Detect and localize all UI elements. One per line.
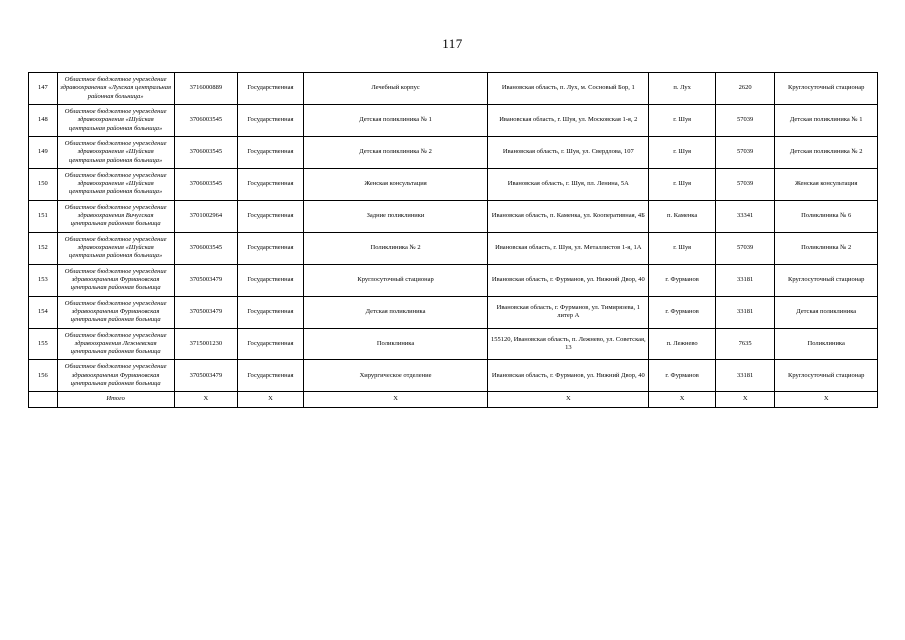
cell-object-type: Женская консультация xyxy=(775,168,878,200)
cell-ownership: Государственная xyxy=(238,104,304,136)
cell-inn: 3716000889 xyxy=(174,73,238,105)
table-row xyxy=(29,296,878,328)
table-row xyxy=(29,168,878,200)
cell-ownership: Государственная xyxy=(238,200,304,232)
cell-ownership: Государственная xyxy=(238,232,304,264)
cell-inn: X xyxy=(174,392,238,407)
cell-object-type: Поликлиника № 6 xyxy=(775,200,878,232)
cell-code: 33181 xyxy=(715,360,774,392)
cell-total-label: Итого xyxy=(57,392,174,407)
cell-num: 147 xyxy=(29,73,58,105)
cell-inn: 3715001230 xyxy=(174,328,238,360)
cell-locality: п. Каменка xyxy=(649,200,716,232)
cell-num xyxy=(29,392,58,407)
cell-locality: г. Фурманов xyxy=(649,264,716,296)
cell-num: 149 xyxy=(29,136,58,168)
cell-object-type: Круглосуточный стационар xyxy=(775,360,878,392)
cell-code: 33181 xyxy=(715,296,774,328)
cell-num: 148 xyxy=(29,104,58,136)
table-row xyxy=(29,73,878,105)
cell-num: 154 xyxy=(29,296,58,328)
cell-address: Ивановская область, г. Фурманов, ул. Нижний Двор, 40 xyxy=(488,360,649,392)
cell-object-type: Поликлиника xyxy=(775,328,878,360)
cell-organization: Областное бюджетное учреждение здравоохранения «Шуйская центральная районная больница» xyxy=(57,168,174,200)
table-row xyxy=(29,264,878,296)
cell-locality: г. Шуя xyxy=(649,232,716,264)
cell-num: 155 xyxy=(29,328,58,360)
table-body xyxy=(29,73,878,408)
registry-table xyxy=(28,72,878,408)
cell-code: 57039 xyxy=(715,136,774,168)
cell-organization: Областное бюджетное учреждение здравоохранения Фурмановская центральная районная больница xyxy=(57,264,174,296)
cell-locality: п. Лежнево xyxy=(649,328,716,360)
cell-object-type: Круглосуточный стационар xyxy=(775,73,878,105)
cell-num: 152 xyxy=(29,232,58,264)
cell-locality: п. Лух xyxy=(649,73,716,105)
cell-ownership: Государственная xyxy=(238,168,304,200)
cell-locality: г. Шуя xyxy=(649,104,716,136)
cell-ownership: Государственная xyxy=(238,360,304,392)
cell-locality: г. Фурманов xyxy=(649,296,716,328)
cell-address: 155120, Ивановская область, п. Лежнево, ул. Советская, 13 xyxy=(488,328,649,360)
cell-locality: г. Шуя xyxy=(649,136,716,168)
table-row xyxy=(29,328,878,360)
cell-address: Ивановская область, г. Фурманов, ул. Тимирязева, 1 литер А xyxy=(488,296,649,328)
cell-organization: Областное бюджетное учреждение здравоохранения «Шуйская центральная районная больница» xyxy=(57,136,174,168)
cell-ownership: Государственная xyxy=(238,136,304,168)
cell-object: Поликлиника № 2 xyxy=(303,232,488,264)
cell-object: Лечебный корпус xyxy=(303,73,488,105)
table-container xyxy=(0,52,905,408)
cell-num: 150 xyxy=(29,168,58,200)
cell-address: Ивановская область, г. Шуя, ул. Московская 1-я, 2 xyxy=(488,104,649,136)
cell-organization: Областное бюджетное учреждение здравоохранения Лежневская центральная районная больница xyxy=(57,328,174,360)
cell-locality: г. Шуя xyxy=(649,168,716,200)
table-total-row xyxy=(29,392,878,407)
cell-object-type: Детская поликлиника № 2 xyxy=(775,136,878,168)
cell-code: 57039 xyxy=(715,104,774,136)
cell-address: Ивановская область, г. Шуя, ул. Металлистов 1-я, 1А xyxy=(488,232,649,264)
cell-organization: Областное бюджетное учреждение здравоохранения Фурмановская центральная районная больница xyxy=(57,360,174,392)
cell-inn: 3706003545 xyxy=(174,136,238,168)
cell-object: X xyxy=(303,392,488,407)
cell-ownership: X xyxy=(238,392,304,407)
cell-ownership: Государственная xyxy=(238,264,304,296)
cell-code: 7635 xyxy=(715,328,774,360)
cell-address: X xyxy=(488,392,649,407)
cell-code: 2620 xyxy=(715,73,774,105)
cell-address: Ивановская область, г. Фурманов, ул. Нижний Двор, 40 xyxy=(488,264,649,296)
cell-object: Детская поликлиника xyxy=(303,296,488,328)
cell-num: 156 xyxy=(29,360,58,392)
cell-code: X xyxy=(715,392,774,407)
cell-address: Ивановская область, г. Шуя, ул. Свердлова, 107 xyxy=(488,136,649,168)
cell-inn: 3705003479 xyxy=(174,296,238,328)
cell-organization: Областное бюджетное учреждение здравоохранения «Шуйская центральная районная больница» xyxy=(57,104,174,136)
cell-locality: X xyxy=(649,392,716,407)
cell-object: Детская поликлиника № 2 xyxy=(303,136,488,168)
table-row xyxy=(29,136,878,168)
cell-address: Ивановская область, п. Каменка, ул. Кооперативная, 4Б xyxy=(488,200,649,232)
cell-object-type: Круглосуточный стационар xyxy=(775,264,878,296)
cell-organization: Областное бюджетное учреждение здравоохранения Вичугская центральная районная больница xyxy=(57,200,174,232)
cell-num: 153 xyxy=(29,264,58,296)
cell-code: 33341 xyxy=(715,200,774,232)
cell-inn: 3706003545 xyxy=(174,104,238,136)
cell-address: Ивановская область, г. Шуя, пл. Ленина, 5А xyxy=(488,168,649,200)
cell-organization: Областное бюджетное учреждение здравоохранения «Шуйская центральная районная больница» xyxy=(57,232,174,264)
cell-inn: 3701002964 xyxy=(174,200,238,232)
cell-organization: Областное бюджетное учреждение здравоохранения Фурмановская центральная районная больница xyxy=(57,296,174,328)
cell-ownership: Государственная xyxy=(238,296,304,328)
cell-object: Круглосуточный стационар xyxy=(303,264,488,296)
cell-locality: г. Фурманов xyxy=(649,360,716,392)
table-row xyxy=(29,232,878,264)
cell-inn: 3706003545 xyxy=(174,232,238,264)
cell-code: 33181 xyxy=(715,264,774,296)
table-row xyxy=(29,104,878,136)
cell-address: Ивановская область, п. Лух, м. Сосновый Бор, 1 xyxy=(488,73,649,105)
cell-code: 57039 xyxy=(715,168,774,200)
cell-object: Хирургическое отделение xyxy=(303,360,488,392)
cell-ownership: Государственная xyxy=(238,328,304,360)
cell-ownership: Государственная xyxy=(238,73,304,105)
cell-object-type: X xyxy=(775,392,878,407)
cell-num: 151 xyxy=(29,200,58,232)
table-row xyxy=(29,360,878,392)
cell-object-type: Детская поликлиника № 1 xyxy=(775,104,878,136)
cell-organization: Областное бюджетное учреждение здравоохранения «Лухская центральная районная больница» xyxy=(57,73,174,105)
table-row xyxy=(29,200,878,232)
cell-object: Женская консультация xyxy=(303,168,488,200)
cell-object: Задние поликлиники xyxy=(303,200,488,232)
cell-inn: 3706003545 xyxy=(174,168,238,200)
page-number: 117 xyxy=(442,36,463,51)
cell-object-type: Детская поликлиника xyxy=(775,296,878,328)
cell-inn: 3705003479 xyxy=(174,360,238,392)
cell-code: 57039 xyxy=(715,232,774,264)
cell-object-type: Поликлиника № 2 xyxy=(775,232,878,264)
cell-object: Детская поликлиника № 1 xyxy=(303,104,488,136)
cell-inn: 3705003479 xyxy=(174,264,238,296)
cell-object: Поликлиника xyxy=(303,328,488,360)
